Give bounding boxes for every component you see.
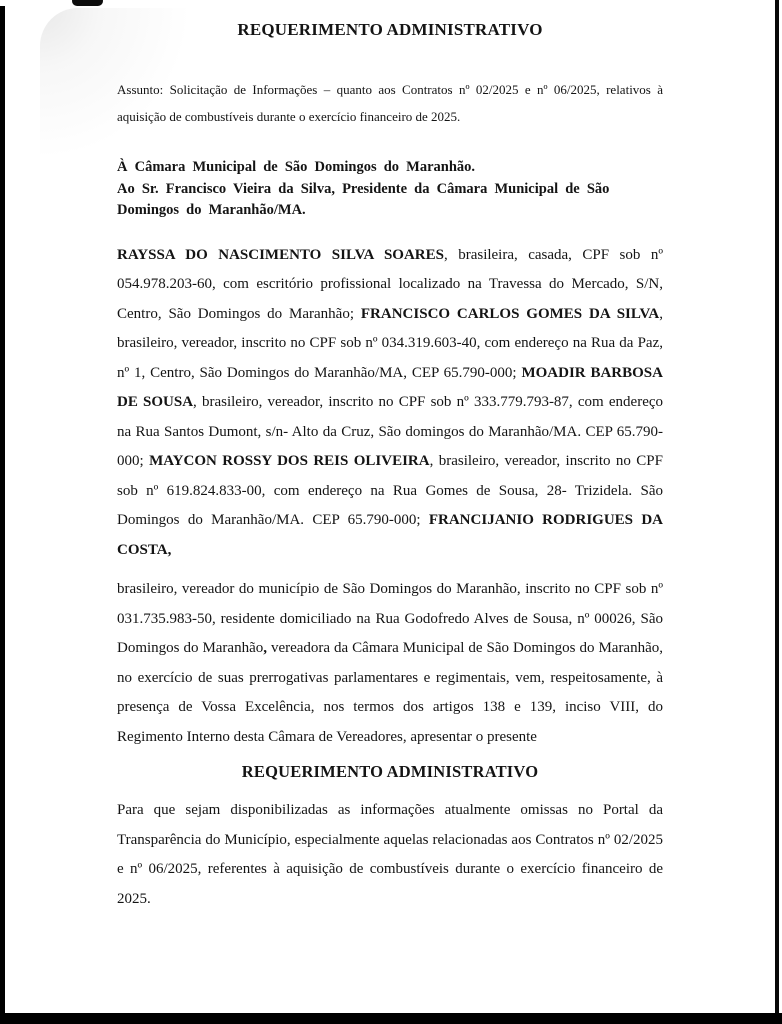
left-frame-edge xyxy=(0,6,5,1024)
party-name-maycon: MAYCON ROSSY DOS REIS OLIVEIRA xyxy=(149,453,430,469)
party-name-francijanio: FRANCIJANIO RODRIGUES DA COSTA, xyxy=(117,512,664,558)
capacity-closing: vereadora da Câmara Municipal de São Domingos do Maranhão, no exercício de suas prerrogativas parlamentares e regimentais, vem, respeitosamente, à presença de Vossa Excelência, nos termos dos artigos 138 e 139, inciso VIII, do Regimento Interno desta Câmara de Vereadores, apresentar o presente xyxy=(117,640,663,745)
party-name-moadir: MOADIR BARBOSA DE SOUSA xyxy=(117,364,663,410)
addressee-line: Ao Sr. Francisco Vieira da Silva, Presidente da Câmara Municipal de São xyxy=(117,180,610,197)
party-name-francisco: FRANCISCO CARLOS GOMES DA SILVA xyxy=(360,305,660,322)
bottom-frame-edge xyxy=(0,1013,782,1024)
party-details-rayssa: , brasileira, casada, CPF sob nº 054.978.203-60, com escritório profissional localizado na Travessa do Mercado, S/N, Centro, São Domingos do Maranhão; xyxy=(117,246,664,322)
document-title: REQUERIMENTO ADMINISTRATIVO xyxy=(237,20,543,39)
party-details-moadir: , brasileiro, vereador, inscrito no CPF sob nº 333.779.793-87, com endereço na Rua Santos Dumont, s/n- Alto da Cruz, São domingos do Maranhão/MA. CEP 65.790-000; xyxy=(117,394,664,469)
parties-paragraph xyxy=(117,241,663,566)
document-content xyxy=(117,20,663,914)
party-details-maycon: , brasileiro, vereador, inscrito no CPF sob nº 619.824.833-00, com endereço na Rua Gomes de Sousa, 28- Trizidela. São Domingos do Maranhão/MA. CEP 65.790-000; xyxy=(117,453,663,528)
addressee-line: À Câmara Municipal de São Domingos do Maranhão. xyxy=(117,159,476,175)
bold-comma: , xyxy=(263,640,267,656)
subject-line: Assunto: Solicitação de Informações – quanto aos Contratos nº 02/2025 e nº 06/2025, relativos à aquisição de combustíveis durante o exercício financeiro de 2025. xyxy=(117,82,663,124)
party-name-rayssa: RAYSSA DO NASCIMENTO SILVA SOARES xyxy=(117,246,444,263)
addressee-block xyxy=(117,157,663,222)
request-paragraph: Para que sejam disponibilizadas as informações atualmente omissas no Portal da Transparência do Município, especialmente aquelas relacionadas aos Contratos nº 02/2025 e nº 06/2025, referentes à aquisição de combustíveis durante o exercício financeiro de 2025. xyxy=(117,802,663,907)
request-heading: REQUERIMENTO ADMINISTRATIVO xyxy=(241,762,539,781)
party-details-francisco: , brasileiro, vereador, inscrito no CPF sob nº 034.319.603-40, com endereço na Rua da Paz, nº 1, Centro, São Domingos do Maranhão/MA, CEP 65.790-000; xyxy=(117,305,663,381)
right-frame-edge xyxy=(775,0,779,1014)
capacity-details: brasileiro, vereador do município de São Domingos do Maranhão, inscrito no CPF sob nº 031.735.983-50, residente domiciliado na Rua Godofredo Alves de Sousa, nº 00026, São Domingos do Maranhão xyxy=(117,581,663,656)
screen-notch xyxy=(72,0,103,6)
addressee-line: Domingos do Maranhão/MA. xyxy=(117,202,306,218)
capacity-paragraph xyxy=(117,575,663,752)
